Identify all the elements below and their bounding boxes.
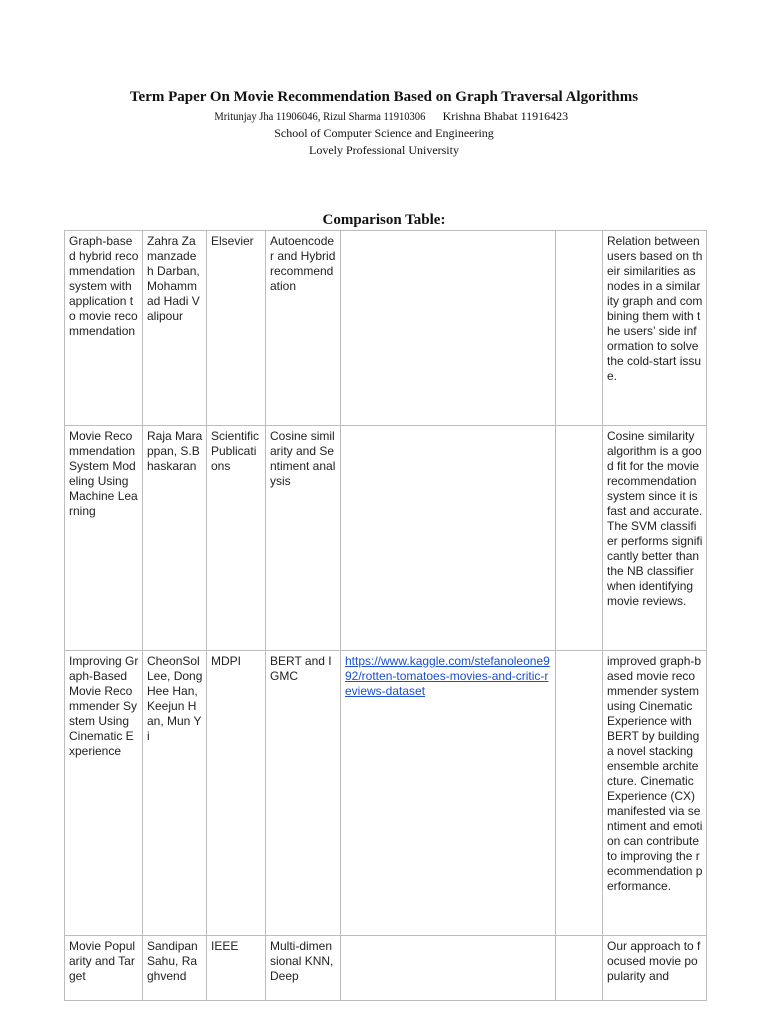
- cell-publisher: MDPI: [207, 651, 266, 936]
- cell-method: Autoencoder and Hybrid recommendation: [266, 231, 341, 426]
- university-name: Lovely Professional University: [309, 143, 459, 157]
- authors-primary: Mritunjay Jha 11906046, Rizul Sharma 11910306: [214, 109, 426, 123]
- cell-method: Cosine similarity and Sentiment analysis: [266, 426, 341, 651]
- cell-title: Improving Graph-Based Movie Recommender System Using Cinematic Experience: [65, 651, 143, 936]
- table-row: [65, 651, 707, 936]
- cell-title: Graph-based hybrid recommendation system with application to movie recommendation: [65, 231, 143, 426]
- cell-authors: Zahra Zamanzadeh Darban, Mohammad Hadi Valipour: [143, 231, 207, 426]
- dataset-link[interactable]: https://www.kaggle.com/stefanoleone992/rotten-tomatoes-movies-and-critic-reviews-dataset: [345, 654, 550, 698]
- cell-publisher: Elsevier: [207, 231, 266, 426]
- cell-dataset: [341, 651, 556, 936]
- authors-secondary: Krishna Bhabat 11916423: [442, 109, 569, 123]
- cell-publisher: IEEE: [207, 936, 266, 1001]
- cell-extra: [556, 426, 603, 651]
- cell-dataset: [341, 936, 556, 1001]
- document-header: [0, 86, 768, 159]
- paper-title: Term Paper On Movie Recommendation Based on Graph Traversal Algorithms: [129, 89, 639, 105]
- table-row: [65, 231, 707, 426]
- cell-publisher: Scientific Publications: [207, 426, 266, 651]
- cell-dataset: [341, 426, 556, 651]
- cell-extra: [556, 231, 603, 426]
- comparison-table: [64, 230, 707, 1001]
- cell-findings: Our approach to focused movie popularity and: [603, 936, 707, 1001]
- table-row: [65, 936, 707, 1001]
- cell-method: BERT and IGMC: [266, 651, 341, 936]
- cell-authors: CheonSol Lee, DongHee Han, Keejun Han, Mun Yi: [143, 651, 207, 936]
- cell-authors: Raja Marappan, S.Bhaskaran: [143, 426, 207, 651]
- cell-title: Movie Popularity and Target: [65, 936, 143, 1001]
- cell-findings: improved graph-based movie recommender system using Cinematic Experience with BERT by building a novel stacking ensemble architecture. Cinematic Experience (CX) manifested via sentiment and emotion can contribute to improving the recommendation performance.: [603, 651, 707, 936]
- table-row: [65, 426, 707, 651]
- cell-findings: Relation between users based on their similarities as nodes in a similarity graph and combining them with the users’ side information to solve the cold-start issue.: [603, 231, 707, 426]
- cell-title: Movie Recommendation System Modeling Using Machine Learning: [65, 426, 143, 651]
- cell-method: Multi-dimensional KNN, Deep: [266, 936, 341, 1001]
- cell-dataset: [341, 231, 556, 426]
- author-line: [0, 108, 768, 125]
- cell-extra: [556, 936, 603, 1001]
- cell-findings: Cosine similarity algorithm is a good fit for the movie recommendation system since it is fast and accurate. The SVM classifier performs significantly better than the NB classifier when identifying movie reviews.: [603, 426, 707, 651]
- school-name: School of Computer Science and Engineering: [274, 126, 494, 140]
- comparison-table-heading: Comparison Table:: [322, 212, 446, 228]
- cell-extra: [556, 651, 603, 936]
- cell-authors: Sandipan Sahu, Raghvend: [143, 936, 207, 1001]
